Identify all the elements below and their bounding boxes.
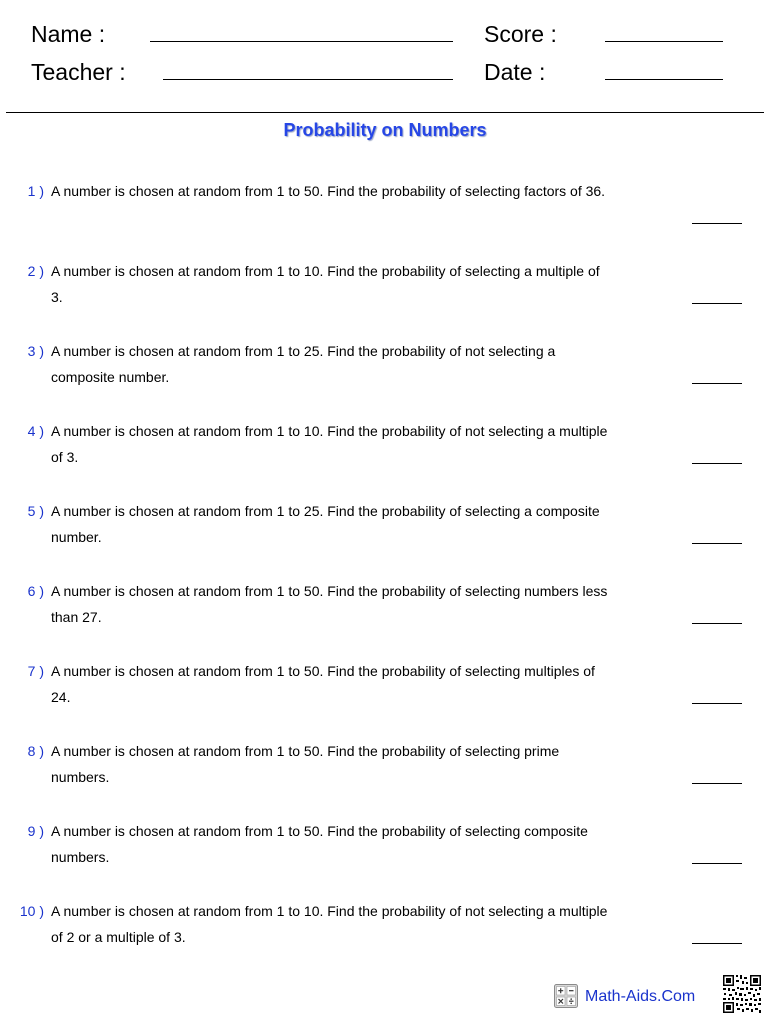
problem-item bbox=[0, 578, 770, 648]
answer-line[interactable] bbox=[692, 623, 742, 624]
problem-text: A number is chosen at random from 1 to 25. Find the probability of not selecting a composite number. bbox=[51, 343, 556, 385]
header-divider bbox=[6, 112, 764, 113]
answer-line[interactable] bbox=[692, 943, 742, 944]
problem-text: A number is chosen at random from 1 to 10. Find the probability of selecting a multiple of 3. bbox=[51, 263, 600, 305]
problem-number: 8 ) bbox=[27, 743, 44, 759]
problem-item bbox=[0, 258, 770, 328]
problem-item bbox=[0, 898, 770, 968]
problem-text: A number is chosen at random from 1 to 50. Find the probability of selecting factors of 36. bbox=[51, 183, 606, 199]
answer-line[interactable] bbox=[692, 543, 742, 544]
answer-line[interactable] bbox=[692, 703, 742, 704]
answer-line[interactable] bbox=[692, 383, 742, 384]
problem-item bbox=[0, 738, 770, 808]
problem-number: 5 ) bbox=[27, 503, 44, 519]
answer-line[interactable] bbox=[692, 783, 742, 784]
problem-text: A number is chosen at random from 1 to 50. Find the probability of selecting composite numbers. bbox=[51, 823, 588, 865]
problem-text: A number is chosen at random from 1 to 10. Find the probability of not selecting a multiple of 3. bbox=[51, 423, 608, 465]
problem-number: 9 ) bbox=[27, 823, 44, 839]
problem-item bbox=[0, 498, 770, 568]
problem-item bbox=[0, 418, 770, 488]
answer-line[interactable] bbox=[692, 863, 742, 864]
problem-number: 4 ) bbox=[27, 423, 44, 439]
answer-line[interactable] bbox=[692, 303, 742, 304]
problem-number: 7 ) bbox=[27, 663, 44, 679]
header-row-name bbox=[0, 19, 770, 49]
problem-item bbox=[0, 338, 770, 408]
problem-number: 6 ) bbox=[27, 583, 44, 599]
problem-number: 3 ) bbox=[27, 343, 44, 359]
header-row-teacher bbox=[0, 57, 770, 87]
qr-code-icon bbox=[722, 974, 762, 1014]
footer-brand[interactable]: Math-Aids.Com bbox=[585, 988, 696, 1005]
problem-text: A number is chosen at random from 1 to 50. Find the probability of selecting multiples of 24. bbox=[51, 663, 595, 705]
problem-text: A number is chosen at random from 1 to 50. Find the probability of selecting prime numbers. bbox=[51, 743, 560, 785]
teacher-field[interactable] bbox=[163, 79, 453, 80]
name-field[interactable] bbox=[150, 41, 453, 42]
problem-number: 10 ) bbox=[19, 903, 44, 919]
problem-item bbox=[0, 818, 770, 888]
problem-text: A number is chosen at random from 1 to 25. Find the probability of selecting a composite number. bbox=[51, 503, 600, 545]
score-field[interactable] bbox=[605, 41, 723, 42]
score-label: Score : bbox=[484, 21, 557, 47]
answer-line[interactable] bbox=[692, 463, 742, 464]
date-label: Date : bbox=[484, 59, 546, 85]
problem-item bbox=[0, 658, 770, 728]
problem-item bbox=[0, 178, 770, 248]
answer-line[interactable] bbox=[692, 223, 742, 224]
problem-number: 1 ) bbox=[27, 183, 44, 199]
teacher-label: Teacher : bbox=[31, 59, 126, 85]
date-field[interactable] bbox=[605, 79, 723, 80]
problem-number: 2 ) bbox=[27, 263, 44, 279]
problem-text: A number is chosen at random from 1 to 10. Find the probability of not selecting a multiple of 2 or a multiple of 3. bbox=[51, 903, 608, 945]
worksheet-title: Probability on Numbers bbox=[283, 120, 487, 140]
calculator-icon bbox=[554, 984, 578, 1008]
problem-text: A number is chosen at random from 1 to 50. Find the probability of selecting numbers less than 27. bbox=[51, 583, 608, 625]
name-label: Name : bbox=[31, 21, 106, 47]
